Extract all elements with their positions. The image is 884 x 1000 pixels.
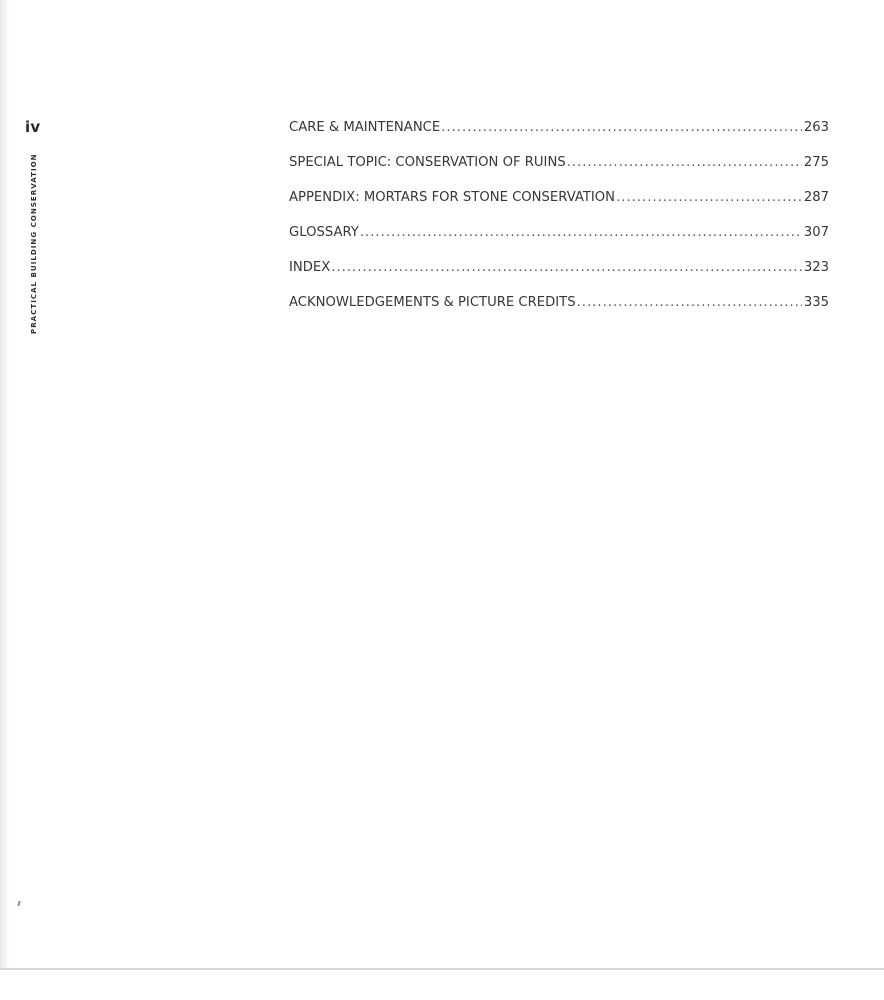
toc-entry-title: INDEX	[289, 260, 331, 275]
toc-entry-special-topic[interactable]	[289, 155, 829, 190]
toc-dot-leader	[441, 120, 802, 135]
toc-dot-leader	[567, 155, 802, 170]
toc-entry-title: CARE & MAINTENANCE	[289, 120, 441, 135]
toc-entry-title: GLOSSARY	[289, 225, 359, 240]
toc-entry-page: 307	[803, 225, 829, 240]
page-bottom-band	[0, 970, 884, 1000]
toc-dot-leader	[616, 190, 802, 205]
toc-entry-index[interactable]	[289, 260, 829, 295]
page-number: iv	[25, 118, 41, 136]
toc-entry-page: 263	[803, 120, 829, 135]
toc-entry-page: 287	[803, 190, 829, 205]
print-mark	[17, 901, 20, 906]
toc-entry-page: 323	[803, 260, 829, 275]
toc-dot-leader	[577, 295, 802, 310]
toc-entry-glossary[interactable]	[289, 225, 829, 260]
toc-entry-care-maintenance[interactable]	[289, 120, 829, 155]
toc-entry-page: 335	[803, 295, 829, 310]
toc-entry-page: 275	[803, 155, 829, 170]
page-edge-shadow	[0, 0, 10, 968]
table-of-contents	[289, 120, 829, 330]
toc-entry-title: SPECIAL TOPIC: CONSERVATION OF RUINS	[289, 155, 566, 170]
running-head: PRACTICAL BUILDING CONSERVATION	[29, 153, 38, 334]
toc-entry-acknowledgements[interactable]	[289, 295, 829, 330]
toc-entry-appendix[interactable]	[289, 190, 829, 225]
toc-dot-leader	[331, 260, 802, 275]
toc-entry-title: APPENDIX: MORTARS FOR STONE CONSERVATION	[289, 190, 616, 205]
toc-dot-leader	[360, 225, 802, 240]
toc-entry-title: ACKNOWLEDGEMENTS & PICTURE CREDITS	[289, 295, 576, 310]
